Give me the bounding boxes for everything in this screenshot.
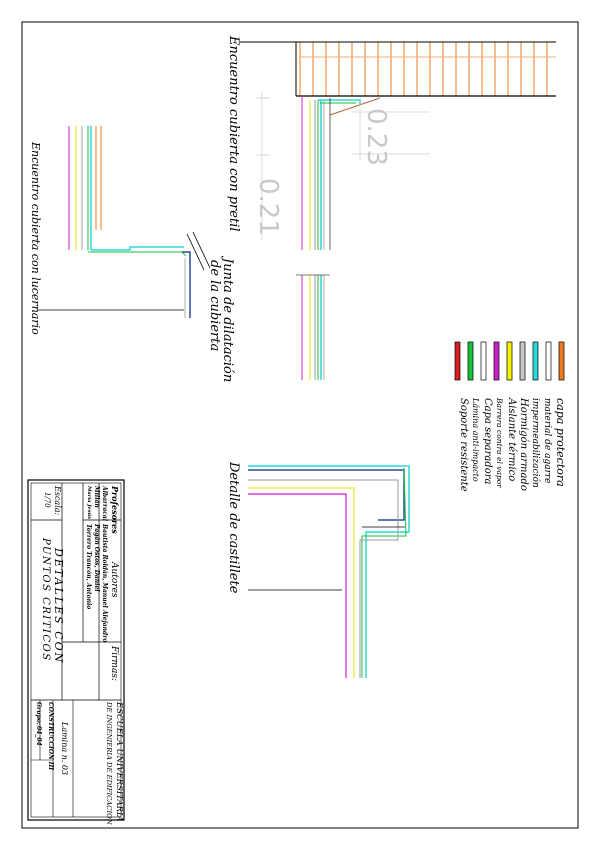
legend-swatch-4 — [507, 342, 512, 380]
sheet-title-1: DETALLES CON — [52, 548, 65, 665]
dimension-021: 0.21 — [253, 178, 283, 236]
profesor-1: Millán — [93, 486, 100, 508]
legend-label-7: Lámina anti-impacto — [471, 398, 480, 482]
lamina-number: Lamina n. 03 — [60, 722, 69, 776]
label-encuentro-lucernario: Encuentro cubierta con lucernario — [29, 142, 42, 335]
autor-2: Torrero Trancón, Antonio — [85, 524, 92, 610]
legend-swatch-2 — [533, 342, 538, 380]
autor-1: Pagán Ostos, Daniel — [93, 524, 100, 592]
escuela-line-2: DE INGENIERIA DE EDIFICACION — [105, 702, 113, 825]
legend-swatch-6 — [481, 342, 486, 380]
title-block — [28, 480, 124, 826]
legend-label-1: material de agarre — [542, 398, 552, 484]
profesor-0: Albarracal — [101, 486, 108, 522]
label-junta-1: Junta de dilatación — [220, 258, 235, 383]
legend-label-4: Aislante térmico — [506, 398, 517, 482]
autores-label: Autores — [109, 562, 119, 598]
asignatura: CONSTRUCCION III — [47, 702, 54, 771]
legend-swatch-1 — [546, 342, 551, 380]
legend-label-6: Capa separadora — [482, 398, 493, 485]
firmas-label: Firmas: — [109, 646, 119, 681]
label-encuentro-pretil: Encuentro cubierta con pretil — [226, 36, 241, 232]
escala-label: Escala: — [53, 486, 62, 516]
label-detalle-castillete: Detalle de castillete — [226, 462, 241, 594]
detail-pretil — [226, 35, 556, 380]
legend-swatch-8 — [455, 342, 460, 380]
escuela-line-1: ESCUELA UNIVERSITARIA — [114, 702, 124, 822]
legend-label-0: capa protectora — [554, 398, 567, 487]
legend-label-2: impermeabilización — [530, 398, 540, 488]
grupo-label: Grupo: — [35, 702, 42, 726]
escala-value: 1/70 — [43, 492, 51, 508]
legend-label-3: Hormigón armado — [518, 398, 529, 491]
legend — [455, 342, 567, 492]
legend-label-5: Barrera contra el vapor — [495, 398, 504, 488]
sheet-title-2: PUNTOS CRITICOS — [40, 538, 51, 662]
label-junta-2: de la cubierta — [207, 260, 222, 352]
dimension-023: 0.23 — [361, 108, 391, 166]
profesores-label: Profesores — [110, 486, 120, 534]
detail-castillete — [226, 461, 409, 678]
legend-swatch-7 — [468, 342, 473, 380]
grupo-value: 04_04 — [35, 726, 42, 746]
profesor-2: María Jesús — [86, 486, 92, 520]
detail-lucernario — [29, 126, 210, 335]
legend-swatch-5 — [494, 342, 499, 380]
legend-swatch-0 — [559, 342, 564, 380]
autor-0: Bautista Roldán, Manuel Alejandro — [101, 524, 108, 643]
pretil-protective-hatch — [300, 42, 556, 96]
legend-label-8: Soporte resistente — [458, 398, 469, 492]
legend-swatch-3 — [520, 342, 525, 380]
